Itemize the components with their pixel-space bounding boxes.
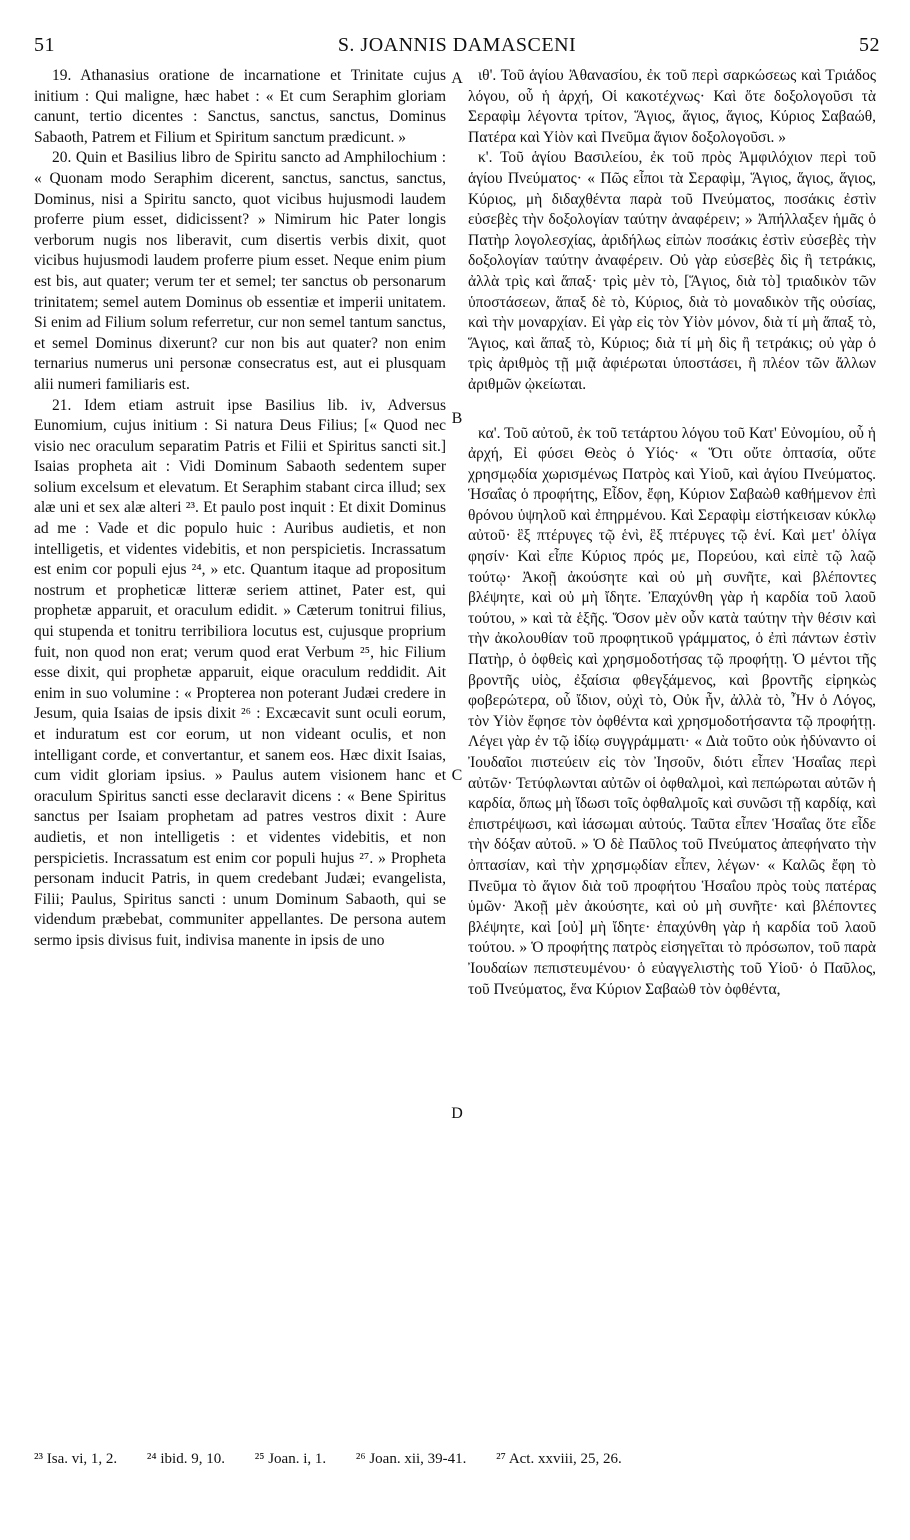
- footnote-24: ²⁴ ibid. 9, 10.: [146, 1451, 225, 1467]
- footnote-27: ²⁷ Act. xxviii, 25, 26.: [496, 1451, 622, 1467]
- greek-paragraph-19: ιθ'. Τοῦ ἁγίου Ἀθανασίου, ἐκ τοῦ περὶ σαρκώσεως καὶ Τριάδος λόγου, οὗ ἡ ἀρχή, Οἱ κακοτέχνως· Καὶ ὅτε δοξολογοῦσι τὰ Σεραφὶμ λέγοντα τρίτον, Ἅγιος, ἅγιος, ἅγιος, Κύριος Σαβαώθ, Πατέρα καὶ Υἱὸν καὶ Πνεῦμα ἅγιον δοξολογοῦσι. »: [468, 67, 876, 146]
- footnotes: [34, 1449, 880, 1469]
- footnote-26: ²⁶ Joan. xii, 39-41.: [355, 1451, 467, 1467]
- running-header: [34, 34, 880, 64]
- margin-marker-c: C: [451, 767, 463, 784]
- margin-marker-a: A: [451, 70, 463, 87]
- margin-marker-b: B: [451, 410, 463, 427]
- greek-paragraph-20: κ'. Τοῦ ἁγίου Βασιλείου, ἐκ τοῦ πρὸς Ἀμφιλόχιον περὶ τοῦ ἁγίου Πνεύματος· « Πῶς εἶποι τὰ Σεραφὶμ, Ἅγιος, ἅγιος, ἅγιος, Κύριος, μὴ διδαχθέντα παρὰ τοῦ Πνεύματος, ποσάκις ἐστὶν εὐσεβὲς τὴν δοξολογίαν ταύτην ἀναφέρειν; » Ἀπήλλαξεν ἡμᾶς ὁ Πατὴρ λογολεσχίας, ἀριδήλως εἰπὼν ποσάκις ἐστὶν εὐσεβὲς τὴν δοξολογίαν ταύτην ἀναφέρειν. Οὐ γὰρ εὐσεβὲς δὶς ἢ τετράκις, ἀλλὰ τρὶς καὶ ἅπαξ· τρὶς μὲν τὸ, [Ἅγιος, διὰ τὸ] τριαδικὸν τῶν ὑποστάσεων, ἅπαξ δὲ τὸ, Κύριος, διὰ τὸ μοναδικὸν τῆς οὐσίας, καὶ τὴν μοναρχίαν. Εἰ γὰρ εἰς τὸν Υἱὸν μόνον, διὰ τί μὴ ἅπαξ τὸ, Ἅγιος, καὶ ἅπαξ τὸ, Κύριος; διὰ τί μὴ δὶς ἢ τετράκις; οὐ γὰρ ὁ τρὶς ἀριθμὸς τῇ μιᾷ ἀφιέρωται ὑποστάσει, ἢ πλέον τῶν ἄλλων ἀριθμῶν ᾠκείωται.: [468, 149, 876, 393]
- latin-paragraph-21: 21. Idem etiam astruit ipse Basilius lib. iv, Adversus Eunomium, cujus initium : Si natura Deus Filius; [« Quod nec visio nec oraculum separatim Patris et Filii et Spiritus sancti sit.] Isaias propheta ait : Vidi Dominum Sabaoth sedentem super solium excelsum et elevatum. Et Seraphim stabant circa illud; sex alæ uni et sex alæ alteri ²³. Et paulo post inquit : Et dixit Dominus ad me : Vade et dic populo huic : Auribus audietis, et non intelligetis, et videntes videbitis, et non perspicietis. Incrassatum est enim cor populi ejus ²⁴, » etc. Quantum itaque ad propositum nostrum et propheticæ litteræ seriem attinet, Pater est, qui prophetæ apparuit, et oraculum edidit. » Cæterum tonitrui filius, qui stupenda et tonitru terribiliora locutus est, cujusque proprium fuit, non quod non erat; verum quod erat Verbum ²⁵, hic Filium esse dixit, qui prophetæ apparuit, eique oraculum reddidit. Ait enim in suo volumine : « Propterea non poterant Judæi credere in Jesum, quia Isaias de ipsis dixit ²⁶ : Excæcavit sunt oculi eorum, et induratum est cor eorum, ut non videant oculis, et non intelligant corde, et convertantur, et sanem eos. Hæc dixit Isaias, cum vidit gloriam ipsius. » Paulus autem visionem hanc et oraculum Spiritus sancti esse declaravit dicens : « Bene Spiritus sanctus per Isaiam prophetam ad patres vestros dixit : Aure audietis, et non intelligetis : et videntes videbitis, et non perspicietis. Incrassatum est enim cor populi hujus ²⁷. » Propheta personam inducit Patris, in quem credebant Judæi; evangelista, Filii; Paulus, Spiritus sancti : unum Dominum Sabaoth, qui se videndum præbebat, communiter appellantes. De persona autem sermo ipsis divisus fuit, indivisa manente in ipsis de uno: [34, 396, 446, 949]
- footnote-23: ²³ Isa. vi, 1, 2.: [34, 1451, 118, 1467]
- page-title: S. JOANNIS DAMASCENI: [337, 34, 577, 56]
- greek-column: [468, 66, 876, 1000]
- latin-column: [34, 66, 446, 952]
- latin-paragraph-20: 20. Quin et Basilius libro de Spiritu sancto ad Amphilochium : « Quonam modo Seraphim dicerent, sanctus, sanctus, sanctus, Dominus, nisi a Spiritu sancto, quot vicibus hujusmodi laudem proferre pium esset, didicissent? » Nimirum hic Pater longis verborum nugis nos liberavit, cum disertis verbis dixit, quot vicibus hujusmodi laudem proferre pium esset. Neque enim pium est bis, aut quater; verum ter et semel; ter sanctus ob personarum trinitatem; semel autem Dominus ob essentiæ et imperii unitatem. Si enim ad Filium solum referretur, cur non semel tantum sanctus, et semel Dominus dixerunt? cur non bis aut quater? non enim ternarius numerus uni personæ consecratus est, aut ei plusquam alii numeri familiaris est.: [34, 149, 446, 393]
- footnote-25: ²⁵ Joan. i, 1.: [254, 1451, 327, 1467]
- page-number-left: 51: [34, 34, 55, 56]
- greek-paragraph-21: κα'. Τοῦ αὐτοῦ, ἐκ τοῦ τετάρτου λόγου τοῦ Κατ' Εὐνομίου, οὗ ἡ ἀρχή, Εἰ φύσει Θεὸς ὁ Υἱός· « Ὅτι οὔτε ὀπτασία, οὔτε χρησμῳδία χωρισμένως Πατρὸς καὶ Υἱοῦ, καὶ ἁγίου Πνεύματος. Ἡσαΐας ὁ προφήτης, Εἶδον, ἔφη, Κύριον Σαβαὼθ καθήμενον ἐπὶ θρόνου ὑψηλοῦ καὶ ἐπηρμένου. Καὶ Σεραφὶμ εἱστήκεισαν κύκλῳ αὐτοῦ· ἓξ πτέρυγες τῷ ἑνὶ, ἓξ πτέρυγες τῷ ἑνί. Καὶ μετ' ὀλίγα φησίν· Καὶ εἶπε Κύριος πρός με, Πορεύου, καὶ εἰπὲ τῷ λαῷ τούτῳ· Ἀκοῇ ἀκούσητε καὶ οὐ μὴ συνῆτε, καὶ βλέποντες βλέψητε, καὶ οὐ μὴ ἴδητε. Ἐπαχύνθη γὰρ ἡ καρδία τοῦ λαοῦ τούτου, » καὶ τὰ ἑξῆς. Ὅσον μὲν οὖν κατὰ ταύτην τὴν θέσιν καὶ τὴν ἀκολουθίαν τοῦ προφητικοῦ γράμματος, ὁ ἐπὶ πάντων ἐστὶν Πατὴρ, ὁ ὀφθεὶς καὶ χρησμοδοτήσας τῷ προφήτῃ. Ὁ μέντοι τῆς βροντῆς υἱὸς, ἐξαίσια φθεγξάμενος, καὶ βροντῆς εἰρηκὼς φοβερώτερα, οὗ ἴδιον, οὐχὶ τὸ, Οὐκ ἦν, ἀλλὰ τὸ, Ἦν ὁ Λόγος, τὸν Υἱὸν ἔφησε τὸν ὀφθέντα καὶ χρησμοδοτήσαντα τῷ προφήτῃ. Λέγει γὰρ ἐν τῷ ἰδίῳ συγγράμματι· « Διὰ τοῦτο οὐκ ἠδύναντο οἱ Ἰουδαῖοι πιστεύειν εἰς τὸν Ἰησοῦν, διότι εἶπεν Ἡσαΐας περὶ αὐτῶν· Τετύφλωνται αὐτῶν οἱ ὀφθαλμοὶ, καὶ πεπώρωται αὐτῶν ἡ καρδία, ὅπως μὴ ἴδωσι τοῖς ὀφθαλμοῖς καὶ συνῶσι τῇ καρδίᾳ, καὶ ἐπιστρέψωσι, καὶ ἰάσωμαι αὐτούς. Ταῦτα εἶπεν Ἡσαΐας ὅτε εἶδε τὴν δόξαν αὐτοῦ. » Ὁ δὲ Παῦλος τοῦ Πνεύματος ἀπεφήνατο τὴν ὀπτασίαν, καὶ τὴν χρησμῳδίαν εἶπεν, λέγων· « Καλῶς ἔφη τὸ Πνεῦμα τὸ ἅγιον διὰ τοῦ προφήτου Ἡσαΐου πρὸς τοὺς πατέρας ὑμῶν· Ἀκοῇ μὲν ἀκούσητε, καὶ οὐ μὴ συνῆτε· καὶ βλέποντες βλέψητε, καὶ [οὐ] μὴ ἴδητε· ἐπαχύνθη γὰρ ἡ καρδία τοῦ λαοῦ τούτου. » Ὁ προφήτης πατρὸς εἰσηγεῖται τὸ πρόσωπον, τοῦ παρὰ Ἰουδαίων πεπιστευμένου· ὁ εὐαγγελιστὴς τοῦ Υἱοῦ· ὁ Παῦλος, τοῦ Πνεύματος, ἕνα Κύριον Σαβαὼθ τὸν ὀφθέντα,: [468, 424, 876, 998]
- margin-marker-d: D: [451, 1105, 463, 1122]
- page-number-right: 52: [859, 34, 880, 56]
- latin-paragraph-19: 19. Athanasius oratione de incarnatione et Trinitate cujus initium : Qui maligne, hæc habet : « Et cum Seraphim gloriam canunt, tertio dicentes : Sanctus, sanctus, sanctus, Dominus Sabaoth, Patrem et Filium et Spiritum sanctum prædicunt. »: [34, 67, 446, 146]
